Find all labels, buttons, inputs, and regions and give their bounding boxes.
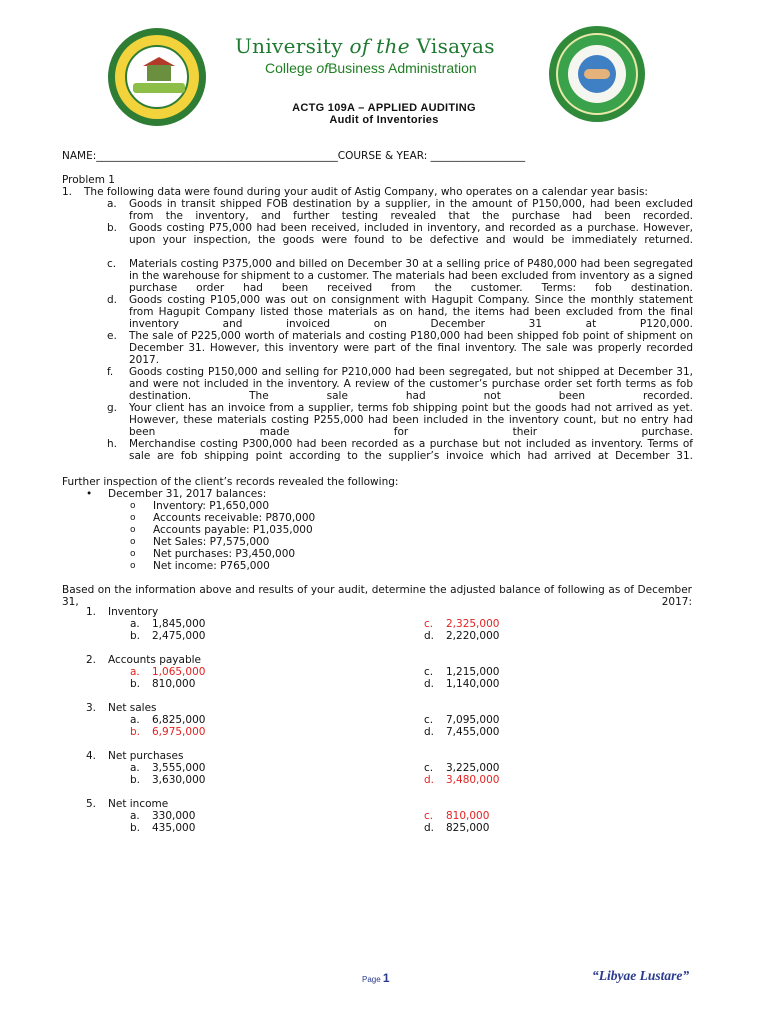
choice-value: 3,225,000 — [446, 762, 500, 774]
finding-text: Merchandise costing P300,000 had been recorded as a purchase but not included as inventory. Terms of sale are fob shipping point according to the supplier’s invoice which had arrived at December 31. — [129, 438, 693, 462]
choice-value: 2,220,000 — [446, 630, 500, 642]
sub-bullet-icon: o — [130, 561, 136, 571]
choice-letter: c. — [424, 618, 434, 630]
choice-letter: b. — [130, 678, 141, 690]
choice-value: 330,000 — [152, 810, 196, 822]
page-number: Page 1 — [362, 971, 390, 985]
choice-value: 435,000 — [152, 822, 196, 834]
choice-letter: b. — [130, 822, 141, 834]
choice-letter: a. — [130, 810, 140, 822]
finding-text: Your client has an invoice from a supplier, terms fob shipping point but the goods had not arrived as yet. However, these materials costing P255,000 had been included in the inventory count, but no entry had been made for their purchase. — [129, 402, 693, 438]
finding-text: Goods in transit shipped FOB destination by a supplier, in the amount of P150,000, had been excluded from the inventory, and further testing revealed that the purchase had been recorded. — [129, 198, 693, 222]
balance-item: Net income: P765,000 — [153, 560, 270, 572]
question-title: Accounts payable — [108, 654, 201, 666]
balance-item: Accounts payable: P1,035,000 — [153, 524, 313, 536]
question-number: 1. — [86, 606, 97, 618]
choice-letter: b. — [130, 774, 141, 786]
choice-value: 6,825,000 — [152, 714, 206, 726]
choice-letter: d. — [424, 630, 435, 642]
question-title: Net purchases — [108, 750, 184, 762]
choice-letter: d. — [424, 726, 435, 738]
choice-value: 810,000 — [152, 678, 196, 690]
choice-letter: d. — [424, 774, 435, 786]
choice-value: 2,475,000 — [152, 630, 206, 642]
choice-letter: a. — [130, 618, 140, 630]
question-title: Inventory — [108, 606, 159, 618]
problem-number: 1. — [62, 186, 73, 198]
balance-item: Inventory: P1,650,000 — [153, 500, 270, 512]
choice-letter: a. — [130, 714, 140, 726]
problem-intro: The following data were found during your audit of Astig Company, who operates on a calendar year basis: — [84, 186, 648, 198]
sub-bullet-icon: o — [130, 513, 136, 523]
question-number: 5. — [86, 798, 97, 810]
document-subtitle: Audit of Inventories — [329, 114, 439, 126]
choice-value: 7,455,000 — [446, 726, 500, 738]
choice-value: 1,215,000 — [446, 666, 500, 678]
sub-bullet-icon: o — [130, 537, 136, 547]
correct-answer-value: 2,325,000 — [446, 618, 500, 630]
choice-letter: c. — [424, 714, 434, 726]
correct-answer-value: 6,975,000 — [152, 726, 206, 738]
correct-answer-value: 810,000 — [446, 810, 490, 822]
question-title: Net sales — [108, 702, 157, 714]
finding-text: The sale of P225,000 worth of materials and costing P180,000 had been shipped fob point of shipment on December 31. However, this inventory were part of the final inventory. The sale was properly recorded 2017. — [129, 330, 693, 366]
finding-text: Materials costing P375,000 and billed on December 30 at a selling price of P480,000 had been segregated in the warehouse for shipment to a customer. The materials had been excluded from inventory as a signed purchase order had been received from the customer. Terms: fob destination. — [129, 258, 693, 294]
further-inspection-text: Further inspection of the client’s records revealed the following: — [62, 476, 399, 488]
college-name: College ofBusiness Administration — [265, 60, 477, 76]
choice-letter: d. — [424, 822, 435, 834]
choice-letter: b. — [130, 726, 141, 738]
balance-item: Net purchases: P3,450,000 — [153, 548, 296, 560]
sub-bullet-icon: o — [130, 501, 136, 511]
correct-answer-value: 1,065,000 — [152, 666, 206, 678]
finding-text: Goods costing P105,000 was out on consignment with Hagupit Company. Since the monthly statement from Hagupit Company listed those materials as on hand, the items had been excluded from the final inventory and invoiced on December 31 at P120,000. — [129, 294, 693, 330]
correct-answer-value: 3,480,000 — [446, 774, 500, 786]
choice-letter: a. — [130, 762, 140, 774]
course-title: ACTG 109A – APPLIED AUDITING — [292, 102, 476, 114]
choice-value: 825,000 — [446, 822, 490, 834]
finding-text: Goods costing P150,000 and selling for P210,000 had been segregated, but not shipped at December 31, and were not included in the inventory. A review of the customer’s purchase order set forth terms as fob destination. The sale had not been recorded. — [129, 366, 693, 402]
choice-letter: c. — [424, 666, 434, 678]
finding-letter: e. — [107, 330, 117, 342]
finding-letter: f. — [107, 366, 114, 378]
choice-value: 7,095,000 — [446, 714, 500, 726]
choice-value: 3,630,000 — [152, 774, 206, 786]
finding-letter: g. — [107, 402, 118, 414]
finding-text: Goods costing P75,000 had been received, included in inventory, and recorded as a purchase. However, upon your inspection, the goods were found to be defective and would be immediately returned. — [129, 222, 693, 246]
bullet-icon: • — [86, 488, 93, 500]
choice-value: 3,555,000 — [152, 762, 206, 774]
finding-letter: a. — [107, 198, 117, 210]
choice-letter: c. — [424, 762, 434, 774]
question-number: 3. — [86, 702, 97, 714]
balance-item: Accounts receivable: P870,000 — [153, 512, 316, 524]
balances-heading: December 31, 2017 balances: — [108, 488, 267, 500]
finding-letter: d. — [107, 294, 118, 306]
university-name: University of the Visayas — [235, 34, 495, 58]
choice-letter: b. — [130, 630, 141, 642]
choice-letter: d. — [424, 678, 435, 690]
name-course-line: NAME:______________________________________________COURSE & YEAR: __________________ — [62, 150, 526, 162]
finding-letter: h. — [107, 438, 117, 450]
question-title: Net income — [108, 798, 169, 810]
finding-letter: b. — [107, 222, 118, 234]
sub-bullet-icon: o — [130, 525, 136, 535]
choice-letter: a. — [130, 666, 140, 678]
question-number: 2. — [86, 654, 97, 666]
sub-bullet-icon: o — [130, 549, 136, 559]
problem-heading: Problem 1 — [62, 174, 115, 186]
question-number: 4. — [86, 750, 97, 762]
choice-letter: c. — [424, 810, 434, 822]
balance-item: Net Sales: P7,575,000 — [153, 536, 270, 548]
finding-letter: c. — [107, 258, 117, 270]
footer-signature: “Libyae Lustare” — [592, 968, 690, 983]
choice-value: 1,845,000 — [152, 618, 206, 630]
instruction-text: Based on the information above and results of your audit, determine the adjusted balance of following as of December 31, 2017: — [62, 584, 692, 608]
choice-value: 1,140,000 — [446, 678, 500, 690]
